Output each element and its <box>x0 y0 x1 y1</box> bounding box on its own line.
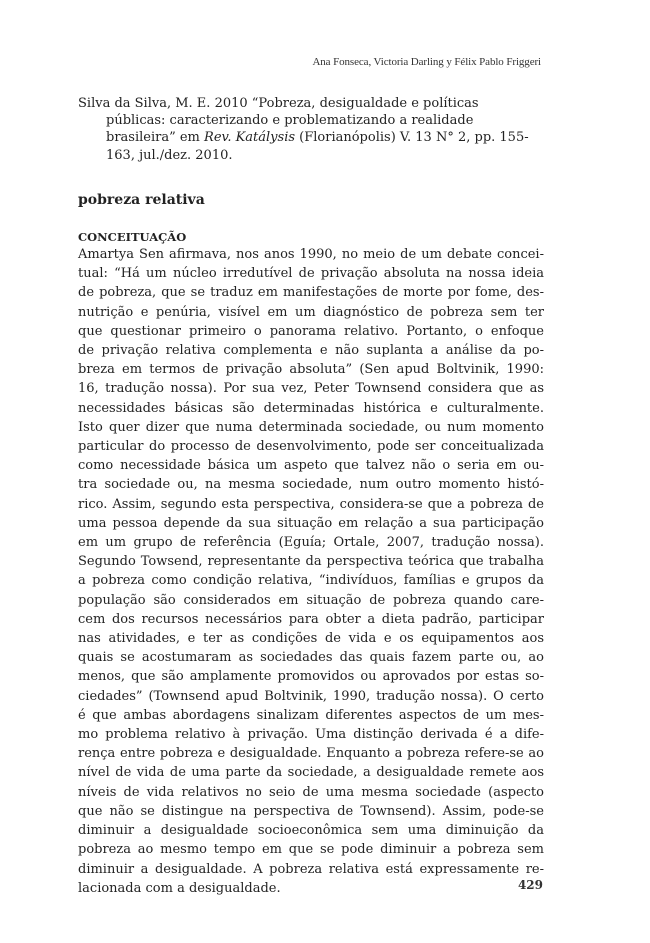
text-line: particular do processo de desenvolvimento, pode ser conceitualizada <box>78 439 544 455</box>
text-line: de pobreza, que se traduz em manifestações de morte por fome, des- <box>78 285 544 301</box>
journal-title: Rev. Katálysis <box>204 130 296 146</box>
reference-line <box>78 129 544 146</box>
text-line: lacionada com a desigualdade. <box>78 880 281 896</box>
section-title: pobreza relativa <box>78 192 205 208</box>
text-line: tual: “Há um núcleo irredutível de privação absoluta na nossa ideia <box>78 266 544 282</box>
reference-line: Silva da Silva, M. E. 2010 “Pobreza, desigualdade e políticas <box>78 96 479 111</box>
page-number: 429 <box>517 878 543 892</box>
text-line: ciedades” (Townsend apud Boltvinik, 1990, tradução nossa). O certo <box>78 688 544 704</box>
text-line: população são considerados em situação de pobreza quando care- <box>78 592 544 608</box>
text-line: é que ambas abordagens sinalizam diferentes aspectos de um mes- <box>78 707 544 723</box>
text-line: rença entre pobreza e desigualdade. Enquanto a pobreza refere-se ao <box>78 746 544 762</box>
text-line: tra sociedade ou, na mesma sociedade, num outro momento histó- <box>78 477 544 493</box>
text-line: Isto quer dizer que numa determinada sociedade, ou num momento <box>78 419 544 435</box>
text-line: diminuir a desigualdade socioeconômica sem uma diminuição da <box>78 823 544 839</box>
text-line: cem dos recursos necessários para obter a dieta padrão, participar <box>78 611 544 627</box>
text-line: de privação relativa complementa e não suplanta a análise da po- <box>78 343 544 359</box>
text-line: mo problema relativo à privação. Uma distinção derivada é a dife- <box>78 727 544 743</box>
text-line: níveis de vida relativos no seio de uma mesma sociedade (aspecto <box>78 784 544 800</box>
reference-line: públicas: caracterizando e problematizando a realidade <box>106 113 474 129</box>
text-line: nível de vida de uma parte da sociedade, a desigualdade remete aos <box>78 765 544 781</box>
text-line: menos, que são amplamente promovidos ou aprovados por estas so- <box>78 669 544 685</box>
text-line: nutrição e penúria, visível em um diagnóstico de pobreza sem ter <box>78 304 544 320</box>
text-line: 16, tradução nossa). Por sua vez, Peter Townsend considera que as <box>78 381 544 397</box>
text-line: como necessidade básica um aspeto que talvez não o seria em ou- <box>78 458 544 474</box>
text-line: pobreza ao mesmo tempo em que se pode diminuir a pobreza sem <box>78 842 544 858</box>
bibliography-reference <box>78 95 544 164</box>
text-line: quais se acostumaram as sociedades das quais fazem parte ou, ao <box>78 650 544 666</box>
text-line: em um grupo de referência (Eguía; Ortale, 2007, tradução nossa). <box>78 535 544 551</box>
reference-text: brasileira” em <box>106 130 205 146</box>
text-line: nas atividades, e ter as condições de vida e os equipamentos aos <box>78 631 544 647</box>
text-line: diminuir a desigualdade. A pobreza relativa está expressamente re- <box>78 861 544 877</box>
reference-text: (Florianópolis) V. 13 N° 2, pp. 155- <box>295 130 529 146</box>
text-line: Amartya Sen afirmava, nos anos 1990, no meio de um debate concei- <box>78 247 544 262</box>
running-head: Ana Fonseca, Victoria Darling y Félix Pablo Friggeri <box>312 56 541 68</box>
text-line: rico. Assim, segundo esta perspectiva, considera-se que a pobreza de <box>78 496 544 512</box>
body-paragraph <box>78 245 544 898</box>
reference-line: 163, jul./dez. 2010. <box>106 147 233 163</box>
text-line: uma pessoa depende da sua situação em relação a sua participação <box>78 515 544 531</box>
text-line: necessidades básicas são determinadas histórica e culturalmente. <box>78 400 544 416</box>
text-line: a pobreza como condição relativa, “indivíduos, famílias e grupos da <box>78 573 544 589</box>
text-line: que questionar primeiro o panorama relativo. Portanto, o enfoque <box>78 323 544 339</box>
subheading: CONCEITUAÇÃO <box>78 230 187 244</box>
text-line: breza em termos de privação absoluta” (Sen apud Boltvinik, 1990: <box>78 362 544 378</box>
text-line: Segundo Towsend, representante da perspectiva teórica que trabalha <box>78 554 544 570</box>
text-line: que não se distingue na perspectiva de Townsend). Assim, pode-se <box>78 803 544 819</box>
